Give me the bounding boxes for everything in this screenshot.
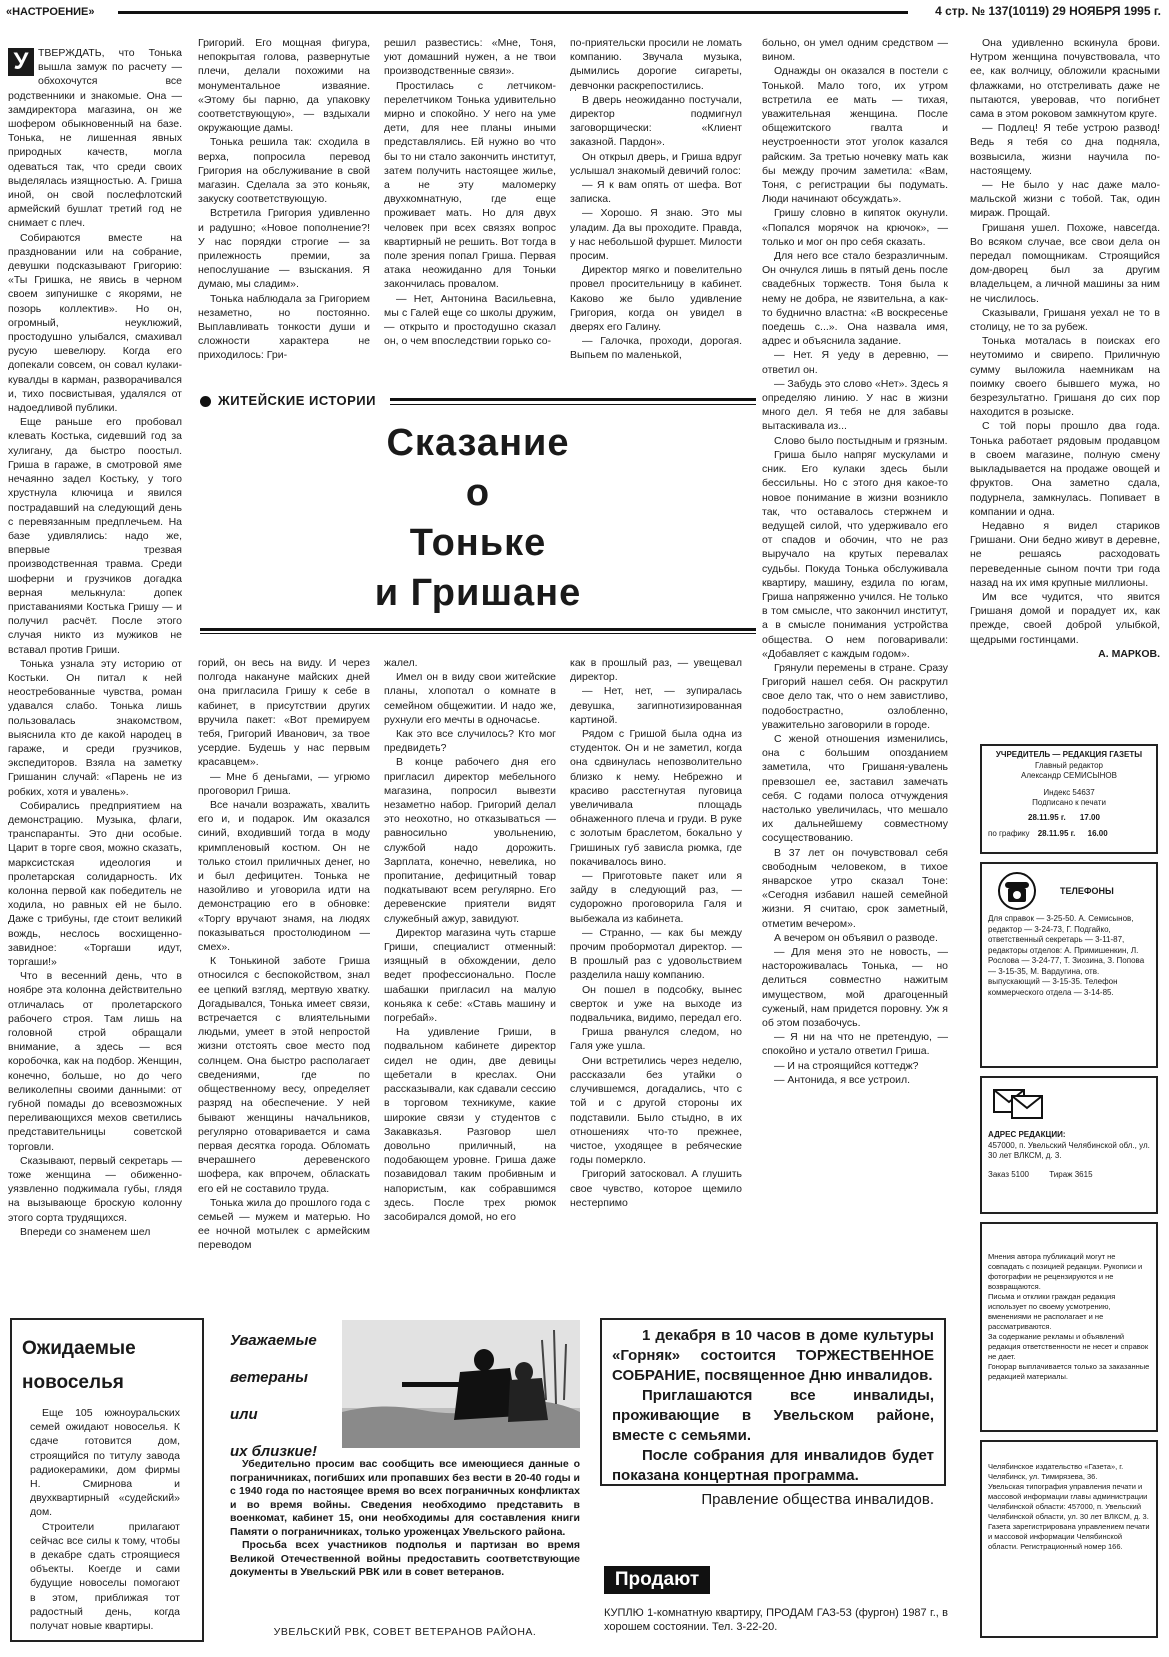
article-column-3 <box>384 36 556 384</box>
notice-body <box>12 1400 200 1633</box>
paragraph: Директор мягко и повелительно провел просительницу в кабинет. Каково же было удивление Григория, когда он увидел в дверях его Галину. <box>570 264 742 334</box>
paragraph: Гришу словно в кипяток окунули. «Попался морячок на крючок», — только и мог он про себя сказать. <box>762 207 948 248</box>
article-column-1 <box>8 46 182 1266</box>
paragraph: Тонька узнала эту историю от Костьки. Он питал к ней неостребованные чувства, роман удавался слабо. Тонька лишь пользовалась знакомством, выяснила кто де какой народец в гараже, и среди грузчиков, экспедиторов. Взяла на заметку Гришанин случай: «Парень не из робких, хотя и увалень». <box>8 657 182 798</box>
phones-title: ТЕЛЕФОНЫ <box>1060 886 1114 896</box>
disabled-announcement <box>600 1318 946 1508</box>
paragraph: Тонька жила до прошлого года с семьей — мужем и матерью. Но ее ночной мотылек с армейским переводом <box>198 1196 370 1252</box>
paragraph: ТВЕРЖДАТЬ, что Тонька вышла замуж по расчету — обхохочутся все родственники и знакомые. Она — замдиректора магазина, он же шофером обыкновенный на базе. Тонька, не лишенная явных природных качеств, могла одеваться так, что среди своих выделялась изящностью. А. Гриша иной, он свой послефлотский армейский бушлат третий год не снимает с плеч. <box>8 47 182 230</box>
signed-label: Подписано к печати <box>1032 798 1106 807</box>
paragraph: После собрания для инвалидов будет показана концертная программа. <box>612 1447 934 1484</box>
paragraph: Встретила Григория удивленно и радушно; «Новое пополнение?! У нас порядки строгие — за прилежность премии, за непослушание — взыскания. Я думаю, мы сладим». <box>198 207 370 291</box>
paragraph: Слово было постыдным и грязным. <box>774 434 948 447</box>
paragraph: Григорий затосковал. А глушить свое чувство, которое щемило нестерпимо <box>570 1168 742 1209</box>
veterans-title-line: ветераны <box>230 1369 308 1386</box>
order-number: Заказ 5100 <box>988 1169 1030 1179</box>
article-column-4-lower <box>570 656 742 1268</box>
printer-line: Челябинское издательство «Газета», г. Челябинск, ул. Тимирязева, 36. <box>988 1462 1124 1481</box>
paragraph: Еще раньше его пробовал клевать Костька, сидевший год за хулигану, да быстро поостыл. Гриша в гараже, в смотровой яме нечаянно задел Костьку, у того хрустнула ключица и явился пострадавший на следующий день с перевязанным предплечьем. На базе удивлялись: надо же, впервые трезвая производственная травма. Среди шоферни и грузчиков догадка верная мелькнула: допек приставаниями Костька Гришу — и получил расчёт. После этого случая никто из мужиков не вставал против Гриши. <box>8 416 182 656</box>
paragraph: Как это все случилось? Кто мог предвидеть? <box>384 728 556 755</box>
paragraph: Рядом с Гришой была одна из студенток. Он и не заметил, когда она сдвинулась непозволительно близко к нему. Небрежно и красиво расстегнутая пуговица увеличивала площадь обнаженного плеча и груди. В руке с золотым браслетом, бокально у Гришиных губ зависла рюмка, где покачивалось вино. <box>570 728 742 868</box>
paragraph: С той поры прошло два года. Тонька работает рядовым продавцом в своем магазине, полную смену выкладывается на продаже овощей и фруктов. Она заметно сдала, подурнела, замкнулась. Попивает в компании и одна. <box>970 420 1160 518</box>
paragraph: — Галочка, проходи, дорогая. Выпьем по маленькой, <box>570 335 742 362</box>
paragraph: 1 декабря в 10 часов в доме культуры «Горняк» состоится ТОРЖЕСТВЕННОЕ СОБРАНИЕ, посвященное Дню инвалидов. <box>612 1327 934 1384</box>
rubric <box>200 392 756 410</box>
paragraph: Сказывали, Гришаня уехал не то в столицу, не то за рубеж. <box>970 306 1160 334</box>
paragraph: В конце рабочего дня его пригласил директор мебельного магазина, попросил вывезти незаметно набор. Григорий делал это неохотно, но отказываться — равносильно увольнению, службой надо дорожить. Зарплата, конечно, невелика, но пропитание, дефицитный товар подкатывают всем регулярно. Его деревенские приятели видят служебный ажур, завидуют. <box>384 756 556 925</box>
drop-cap: У <box>8 48 34 76</box>
paragraph: К Тонькиной заботе Гриша относился с беспокойством, знал ее цепкий взгляд, мертвую хватку. Догадывался, Тонька имеет связи, встречается с влиятельными людьми, умеет в этой непростой жизни отстоять свое место под солнцем. Она быстро располагает сведениями, где по общественному весу, определяет разряд на обеспечение. У ней бывают женщины начальников, регулярно отоваривается и сама первая десятка города. Обломать вчерашнего деревенского шофера, как впрочем, обласкать его ей не составило труда. <box>198 955 370 1195</box>
article-headline <box>200 418 756 628</box>
paragraph: Все начали возражать, хвалить его и, и подарок. Им оказался синий, входивший тогда в моду кримпленовый костюм. Он не только стоил приличных денег, но и был дефицитен. Тонька не назойливо и уговорила идти на демонстрацию его в обновке: «Торгу вручают знамя, на людях показываться простолюдином — смех». <box>198 799 370 954</box>
address-text: 457000, п. Увельский Челябинской обл., ул. 30 лет ВЛКСМ, д. 3. <box>988 1140 1150 1160</box>
headline-rule <box>200 628 756 634</box>
veterans-title-line: их близкие! <box>230 1443 318 1460</box>
signed-date: 28.11.95 г. <box>1028 812 1066 822</box>
paragraph: Григорий. Его мощная фигура, непокрытая голова, развернутые плечи, делали похожими на монументальное изваяние. «Этому бы парню, да упаковку соответствующую», — вздыхали окружающие дамы. <box>198 37 370 135</box>
paragraph: Имел он в виду свои житейские планы, хлопотал о комнате в семейном общежитии. И надо же, рухнули его мечты в одночасье. <box>384 671 556 726</box>
paragraph: больно, он умел одним средством — вином. <box>762 37 948 64</box>
schedule-label: по графику <box>988 829 1030 838</box>
headline-line: и Гришане <box>374 572 582 614</box>
paragraph: Директор магазина чуть старше Гриши, специалист отменный: изящный в обхождении, дело ведет профессионально. После шабашки пригласил на малую коньяка к себе: «Ставь машину и погребай». <box>384 926 556 1025</box>
paragraph: Еще 105 южноуральских семей ожидают новоселья. К сдаче готовится дом, строящийся по титулу завода радиокерамики, дом фирмы Н. Смирнова и двухквартирный «судейский» дом. <box>30 1407 180 1519</box>
paragraph: — Нет, нет, — зупиралась девушка, загипнотизированная картиной. <box>570 685 742 726</box>
envelope-icon <box>992 1084 1044 1120</box>
paragraph: — И на строящийся коттедж? <box>774 1059 919 1072</box>
announcement-signature: Правление общества инвалидов. <box>701 1491 934 1508</box>
notice-title-line: Ожидаемые <box>22 1338 136 1359</box>
imprint-box <box>980 744 1158 854</box>
paragraph: Приглашаются все инвалиды, проживающие в Увельском районе, вместе с семьями. <box>612 1387 934 1444</box>
paragraph: по-приятельски просили не ломать компанию. Звучала музыка, дымились дорогие сигареты, девчонки раскрепостились. <box>570 37 742 92</box>
classified-ad: КУПЛЮ 1-комнатную квартиру, ПРОДАМ ГАЗ-53 (фургон) 1987 г., в хорошем состоянии. Тел. 3-22-20. <box>604 1607 948 1633</box>
article-column-4 <box>570 36 742 384</box>
paragraph: Собираются вместе на праздновании или на собрание, девушки подсказывают Григорию: «Ты Гришка, не явись в черном своем зипунишке с якорями, не позорь коллектив». Но он, огромный, неуклюжий, простодушно улыбался, смахивал русую шевелюру. Когда его допекали совсем, он совал кулаки-кувалды в карман, разворачивался и, тихо посвистывая, удалялся от надоедливой публики. <box>8 231 182 415</box>
paragraph: Он открыл дверь, и Гриша вдруг услышал знакомый девичий голос: <box>570 150 742 177</box>
paragraph: Строители прилагают сейчас все силы к тому, чтобы в декабре сдать строящиеся объекты. Коегде и сами будущие новоселы помогают в этом, приближая тот радостный день, когда получат новые квартиры. <box>30 1520 180 1633</box>
housing-notice <box>10 1318 204 1642</box>
disclaimer-line: Письма и отклики граждан редакция использует по своему усмотрению, вменениями не располагает и не рассматриваются. <box>988 1292 1116 1331</box>
headline-line: о <box>465 472 491 514</box>
paragraph: С женой отношения изменились, она с большим опозданием заметила, что Гришаня-увалень превзошел ее, заставил замечать себя. С годами полоса отчуждения настолько увеличилась, что мешало их дальнейшему совместному сосуществованию. <box>762 732 948 845</box>
paragraph: — Подлец! Я тебе устрою развод! Ведь я тебя со дна подняла, возвысила, жизни научила по-настоящему. <box>970 122 1160 177</box>
paragraph: — Приготовьте пакет или я зайду в следующий раз, — судорожно проговорила Галя и выбежала из кабинета. <box>570 870 742 925</box>
bullet-icon <box>200 396 211 407</box>
printer-box <box>980 1440 1158 1638</box>
address-title: АДРЕС РЕДАКЦИИ: <box>988 1130 1066 1139</box>
soldiers-photo <box>342 1320 580 1448</box>
paragraph: — Хорошо. Я знаю. Это мы уладим. Да вы проходите. Правда, у нас небольшой фуршет. Милости просим. <box>570 207 742 263</box>
disclaimer-line: За содержание рекламы и объявлений редакция ответственности не несет и справок не дает. <box>988 1332 1149 1361</box>
schedule-time: 16.00 <box>1087 829 1108 838</box>
paragraph: Он пошел в подсобку, вынес сверток и уже на выходе из подвальчика, видимо, передал его. <box>570 983 742 1025</box>
address-box <box>980 1076 1158 1214</box>
paragraph: — Забудь это слово «Нет». Здесь я определяю линию. У нас в жизни много дел. Я тебя не для забавы вытаскивала из... <box>762 377 948 433</box>
veterans-title-line: Уважаемые <box>230 1332 317 1349</box>
paragraph: Тонька наблюдала за Григорием незаметно, но постоянно. Выплавливать тонкости души и сложности характера не приходилось: Гри- <box>198 292 370 362</box>
paragraph: Однажды он оказался в постели с Тонькой. Мало того, их утром встретила ее мать — тихая, уважительная женщина. После общежитского гвалта и неустроенности этот уголок казался райским. За третью ночевку мать как бы между прочим заметила: «Вам, Тоня, с регистрации бы подумать. Люди начинают обсуждать». <box>762 65 948 206</box>
paragraph: Она удивленно вскинула брови. Нутром женщина почувствовала, что ее, как волчицу, обложили красными флажками, но отстреливать даже не пытаются, уверовав, что погибнет сама в этом роковом замкнутом круге. <box>970 37 1160 121</box>
paragraph: Гриша было напряг мускулами и сник. Его кулаки здесь были бессильны. Но с этого дня какое-то новое понимание в жизни возникло так, что оставалось стержнем и ведущей силой, что удерживало его от спадов и обочин, что не раз выручало на крутых перевалах судьбы. Покуда Тонька обслуживала квартиру, машину, ездила по югам, Гриша напряженно учился. Не только в том смысле, что закончил институт, а в смысле понимания устройства общества. О нем поговаривали: «Добавляет с каждым годом». <box>762 448 948 660</box>
paragraph: решил развестись: «Мне, Тоня, уют домашний нужен, а не твои производственные связи». <box>384 37 556 78</box>
paragraph: — Я к вам опять от шефа. Вот записка. <box>570 179 742 206</box>
veterans-body <box>230 1458 580 1580</box>
paragraph: На удивление Гриши, в подвальном кабинете директор сидел не один, две девицы щебетали в креслах. Они рассказывали, как сдавали сессию в торговом техникуме, какие широкие связи у студентов с Закавказья. Разговор шел довольно приличный, на подобающем уровне. Гриша даже позавидовал таким пробивным и напористым, как собравшимся здесь. После трех рюмок засобирался домой, но его <box>384 1026 556 1223</box>
paragraph: Недавно я видел стариков Гришани. Они бедно живут в деревне, не решаясь расходовать переведенные сыном почти три года назад на их имя крупные миллионы. <box>970 519 1160 589</box>
paragraph: — Антонида, я все устроил. <box>774 1073 911 1086</box>
rubric-rule <box>390 398 756 405</box>
article-column-2-lower <box>198 656 370 1268</box>
schedule-date: 28.11.95 г. <box>1037 829 1076 838</box>
founder-label: УЧРЕДИТЕЛЬ — РЕДАКЦИЯ ГАЗЕТЫ <box>995 750 1143 759</box>
paragraph: В дверь неожиданно постучали, директор подмигнул заговорщически: «Клиент заказной. Пардон». <box>570 93 742 149</box>
section-name: «НАСТРОЕНИЕ» <box>6 6 95 18</box>
paragraph: Для него все стало безразличным. Он очнулся лишь в пятый день после свадебных торжеств. Тоня была к нему не добра, не язвительна, а как-то буднично властна: «В воскресенье поедешь с...». Она назвала имя, адрес и объяснила задание. <box>762 250 948 348</box>
veterans-title-line: или <box>230 1406 258 1423</box>
classifieds-label: Продают <box>604 1566 710 1594</box>
paragraph: как в прошлый раз, — увещевал директор. <box>570 657 742 684</box>
disclaimer-line: Гонорар выплачивается только за заказанные редакцией материалы. <box>988 1362 1150 1381</box>
paragraph: Гришаня ушел. Похоже, навсегда. Во всяком случае, все свои дела он передал помощникам. Строящийся дом-дворец был за другим владельцем, а личной машины за ним не числилось. <box>970 221 1160 305</box>
printer-line: Газета зарегистрирована управлением печати и массовой информации Челябинской области. Регистрационный номер 166. <box>988 1522 1150 1551</box>
disclaimer-box <box>980 1222 1158 1432</box>
printer-line: Увельская типография управления печати и массовой информации главы администрации Челябинской области: 457000, п. Увельский Челябинской области, ул. 30 лет ВЛКСМ, д. 3. <box>988 1482 1149 1521</box>
paragraph: Что в весенний день, что в ноябре эта колонна действительно отличалась от пролетарского рабочего строя. Там лишь на головной строй обращали внимание, а здесь — вся коробочка, как на подбор. Женщин, конечно, больше, но до чего великолепны своими данными: от губной помады до всевозможных переливающихся мехов светились представительницы советской торговли. <box>8 970 182 1153</box>
veterans-title <box>230 1322 340 1470</box>
phones-box <box>980 862 1158 1068</box>
paragraph: — Не было у нас даже мало-мальской жизни с тобой. Так, один мираж. Прощай. <box>970 179 1160 220</box>
article-column-3-lower <box>384 656 556 1268</box>
phones-text: Для справок — 3-25-50. А. Семисынов, редактор — 3-24-73, Г. Подгайко, ответственный секретарь — 3-11-87, редакторы отделов: А. Примишенкин, Л. Рослова — 3-24-77, Т. Зиозина, З. Попова — 3-15-35, М. Вардугина, отв. выпускающий — 3-15-35. Телефон коммерческого отдела — 3-14-85. <box>988 914 1145 997</box>
headline-line: Тоньке <box>409 522 547 564</box>
telephone-icon <box>996 872 1038 910</box>
disclaimer-line: Мнения автора публикаций могут не совпадать с позицией редакции. Рукописи и фотографии не рецензируются и не возвращаются. <box>988 1252 1143 1291</box>
rubric-label: ЖИТЕЙСКИЕ ИСТОРИИ <box>218 393 376 408</box>
paragraph: Им все чудится, что явится Гришаня домой и порадует их, как прежде, своей доброй улыбкой, щедрыми гостинцами. <box>970 590 1160 646</box>
article-column-6 <box>970 36 1160 736</box>
veterans-signature: УВЕЛЬСКИЙ РВК, СОВЕТ ВЕТЕРАНОВ РАЙОНА. <box>273 1626 537 1638</box>
paragraph: — Нет, Антонина Васильевна, мы с Галей еще со школы дружим, — открыто и простодушно сказал он, о чем впоследствии горько со- <box>384 292 556 348</box>
notice-title-line: новоселья <box>22 1372 124 1393</box>
paragraph: Тонька моталась в поисках его неутомимо и свирепо. Приличную сумму выложила наемникам на поимку своего бывшего мужа, но безрезультатно. Гришаня до сих пор находится в розыске. <box>970 335 1160 419</box>
author-signature: А. МАРКОВ. <box>1098 647 1160 660</box>
paragraph: Собирались предприятием на демонстрацию. Музыка, флаги, транспаранты. Это дни особые. Царит в торге своя, можно сказать, марксистская идеология и пролетарская солидарность. Их колонна первой как победитель не ходила, но равных ей не было. Даже с трибуны, где стоит великий вождь, неслось восхищенно-завидное: «Торгаши идут, торгаши!» <box>8 799 182 968</box>
paragraph: — Странно, — как бы между прочим пробормотал директор. — В прошлый раз с удовольствием разделила нашу компанию. <box>570 926 742 982</box>
article-column-2 <box>198 36 370 384</box>
paragraph: Сказывают, первый секретарь — тоже женщина — обиженно-уязвленно поджимала губы, глядя на вызывающе броскую колонну этого сорта трудящихся. <box>8 1154 182 1224</box>
paragraph: Гриша рванулся следом, но Галя уже ушла. <box>570 1026 742 1053</box>
issue-info: 4 стр. № 137(10119) 29 НОЯБРЯ 1995 г. <box>935 4 1161 18</box>
paragraph: Впереди со знаменем шел <box>20 1225 151 1238</box>
paragraph: Просьба всех участников подполья и партизан во время Великой Отечественной войны предоставить соответствующие документы в Увельский РВК или в совет ветеранов. <box>230 1539 580 1578</box>
print-run: Тираж 3615 <box>1049 1169 1093 1179</box>
paragraph: горий, он весь на виду. И через полгода накануне майских дней она пригласила Гришу к себе в кабинет, в присутствии других вручила пакет: «Вот премируем тебя, Григорий Иванович, за твое усердие. Будешь у нас первым красавцем». <box>198 657 370 769</box>
signed-time: 17.00 <box>1079 812 1100 822</box>
editor-label: Главный редактор <box>1034 760 1103 770</box>
headline-line: Сказание <box>386 422 570 464</box>
paragraph: — Для меня это не новость, — настороживалась Тонька, — но делиться совместно нажитым имуществом, мой драгоценный суженый, нам придется поровну. Уж я об этом позабочусь. <box>762 946 948 1030</box>
paragraph: В 37 лет он почувствовал себя свободным человеком, в тихое январское утро сказал Тоне: «Сегодня избавил нашей семейной жизни. Я считаю, срок заметный, отметим вечером». <box>762 846 948 930</box>
header-rule <box>118 11 908 14</box>
paragraph: Грянули перемены в стране. Сразу Григорий нашел себя. Он раскрутил свое дело так, что о нем завистливо, подобострастно, озлобленно, уважительно заговорили в городе. <box>762 661 948 731</box>
paragraph: Убедительно просим вас сообщить все имеющиеся данные о пограничниках, погибших или пропавших без вести в 20-40 годы и с 1940 года по настоящее время во всех пограничных конфликтах и во время войны. Сведения необходимо представить в военкомат, кабинет 15, они необходимы для составления книги Памяти о пограничниках, только уроженцах Увельского района. <box>230 1458 580 1538</box>
paragraph: — Мне б деньгами, — угрюмо проговорил Гриша. <box>198 770 370 797</box>
paragraph: Простилась с летчиком-перелетчиком Тонька удивительно мирно и спокойно. У него на уме дети, для нее планы иными представлялись. Ей нужно во что бы то ни стало закончить институт, затем получить настоящее жилье, а не эту маломерку двухкомнатную, где еще проживает мать. Но для двух человек при всех связях вопрос квартирный не решить. Вот тогда в поле зрения попал Гриша. Первая атака неожиданно для Тоньки закончилась провалом. <box>384 79 556 291</box>
paragraph: Они встретились через неделю, рассказали без утайки о случившемся, догадались, что с той и с другой стороны их подставили. Было стыдно, в их отношениях что-то прежнее, чистое, уходящее в ребяческие годы померкло. <box>570 1054 742 1167</box>
paragraph: — Нет. Я уеду в деревню, — ответил он. <box>762 349 948 376</box>
article-column-5 <box>762 36 948 1266</box>
paragraph: жалел. <box>384 657 418 669</box>
index-number: Индекс 54637 <box>1043 787 1095 797</box>
editor-name: Александр СЕМИСЫНОВ <box>1021 771 1117 780</box>
notice-title <box>12 1320 202 1400</box>
paragraph: — Я ни на что не претендую, — спокойно и устало ответил Гриша. <box>762 1031 948 1058</box>
soldiers-silhouette-icon <box>342 1320 580 1448</box>
paragraph: Тонька решила так: сходила в верха, попросила перевод Григория на обслуживание в свой магазин. Сделала за это коньяк, закуску соответствующую. <box>198 136 370 206</box>
paragraph: А вечером он объявил о разводе. <box>774 931 938 944</box>
